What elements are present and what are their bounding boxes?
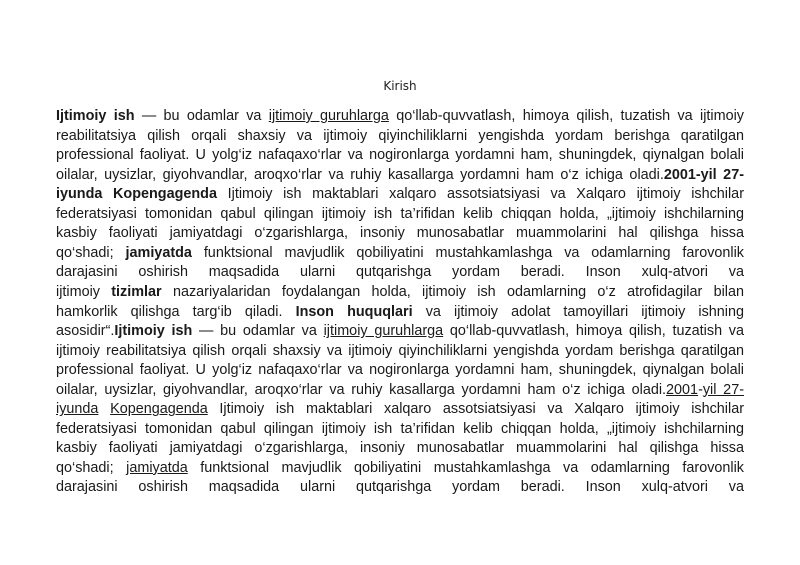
text-line	[56, 204, 744, 224]
text-line	[56, 321, 744, 341]
text-run: — bu odamlar va	[134, 108, 269, 124]
text-run: professional faoliyat. U yolg‘iz nafaqaxo‘rlar va nogironlarga yordamni ham, shuningdek, qiynalgan bolali	[56, 362, 744, 379]
hyperlink-text[interactable]: ijtimoiy guruhlarga	[323, 323, 444, 340]
text-line	[56, 262, 744, 282]
bold-term: jamiyatda	[125, 244, 192, 261]
text-line	[56, 341, 744, 361]
text-run: qo‘shadi;	[56, 244, 126, 261]
hyperlink-text[interactable]: Kopengagenda	[110, 401, 208, 418]
text-line	[56, 302, 744, 322]
text-run: federatsiyasi tomonidan qabul qilingan ijtimoiy ish ta’rifidan kelib chiqqan holda, „ijtimoiy ishchilarning	[56, 420, 744, 437]
text-run: qo‘llab-quvvatlash, himoya qilish, tuzatish va ijtimoiy	[388, 108, 744, 124]
text-run: oilalar, uysizlar, giyohvandlar, aroqxo‘rlar va ruhiy kasallarga yordamni ham o‘z ichiga oladi.	[56, 381, 667, 398]
text-line	[56, 145, 744, 165]
text-line	[56, 458, 744, 478]
document-title: Kirish	[383, 79, 417, 93]
text-run: professional faoliyat. U yolg‘iz nafaqaxo‘rlar va nogironlarga yordamni ham, shuningdek, qiynalgan bolali	[56, 147, 744, 164]
text-line	[56, 184, 744, 204]
text-run: qo‘shadi;	[56, 459, 127, 476]
text-line	[56, 419, 744, 439]
text-line	[56, 243, 744, 263]
text-run: ijtimoiy	[56, 283, 112, 300]
text-run: darajasini oshirish maqsadida ularni qutqarishga yordam beradi. Inson xulq-atvori va	[56, 264, 744, 281]
text-run: ijtimoiy reabilitatsiya qilish orqali shaxsiy va ijtimoiy qiyinchiliklarni yengishda yordam berishga qaratilgan	[56, 342, 744, 359]
text-line	[56, 126, 744, 146]
text-line	[56, 360, 744, 380]
text-run: federatsiyasi tomonidan qabul qilingan ijtimoiy ish ta’rifidan kelib chiqqan holda, „ijtimoiy ishchilarning	[56, 205, 744, 222]
bold-term: Ijtimoiy ish	[56, 108, 135, 124]
text-line	[56, 477, 744, 497]
hyperlink-text[interactable]: jamiyatda	[126, 459, 188, 476]
text-line	[56, 438, 744, 458]
bold-term: iyunda Kopengagenda	[56, 186, 217, 203]
text-run: asosidir“.	[56, 323, 115, 340]
bold-term: Ijtimoiy ish	[114, 323, 193, 340]
hyperlink-text[interactable]: iyunda	[56, 401, 99, 418]
text-run: darajasini oshirish maqsadida ularni qutqarishga yordam beradi. Inson xulq-atvori va	[56, 479, 744, 496]
bold-term: Inson huquqlari	[295, 303, 413, 320]
text-line	[56, 106, 744, 126]
text-run: kasbiy faoliyati jamiyatdagi o‘zgarishlarga, insoniy munosabatlar muammolarini hal qilishga hissa	[56, 225, 744, 242]
hyperlink-text[interactable]: ijtimoiy guruhlarga	[268, 108, 389, 124]
text-line	[56, 223, 744, 243]
text-run: reabilitatsiya qilish orqali shaxsiy va ijtimoiy qiyinchiliklarni yengishda yordam berishga qaratilgan	[56, 127, 744, 144]
text-run: — bu odamlar va	[192, 323, 324, 340]
text-line	[56, 282, 744, 302]
text-run: oilalar, uysizlar, giyohvandlar, aroqxo‘rlar va ruhiy kasallarga yordamni ham o‘z ichiga oladi.	[56, 166, 664, 183]
text-run: Ijtimoiy ish maktablari xalqaro assotsiatsiyasi va Xalqaro ijtimoiy ishchilar	[216, 186, 744, 203]
text-run: nazariyalaridan foydalangan holda, ijtimoiy ish odamlarning o‘z atrofidagilar bilan	[161, 283, 744, 300]
text-line	[56, 165, 744, 185]
text-run	[98, 401, 110, 417]
text-run: kasbiy faoliyati jamiyatdagi o‘zgarishlarga, insoniy munosabatlar muammolarini hal qilishga hissa	[56, 440, 744, 457]
text-run: qo‘llab-quvvatlash, himoya qilish, tuzatish va	[443, 323, 745, 340]
bold-term: 2001-yil 27-	[663, 166, 744, 183]
text-run: va ijtimoiy adolat tamoyillari ijtimoiy ishning	[412, 303, 744, 320]
hyperlink-text[interactable]: 2001	[666, 381, 699, 398]
text-line	[56, 380, 744, 400]
text-line	[56, 399, 744, 419]
text-run: -	[698, 381, 703, 398]
text-run: funktsional mavjudlik qobiliyatini mustahkamlashga va odamlarning farovonlik	[191, 244, 744, 261]
text-run: hamkorlik qilishga targ‘ib qiladi.	[56, 303, 296, 320]
bold-term: tizimlar	[111, 283, 162, 300]
text-run: funktsional mavjudlik qobiliyatini mustahkamlashga va odamlarning farovonlik	[187, 459, 745, 476]
hyperlink-text[interactable]: yil 27-	[702, 381, 744, 398]
text-run: Ijtimoiy ish maktablari xalqaro assotsiatsiyasi va Xalqaro ijtimoiy ishchilar	[207, 401, 744, 418]
